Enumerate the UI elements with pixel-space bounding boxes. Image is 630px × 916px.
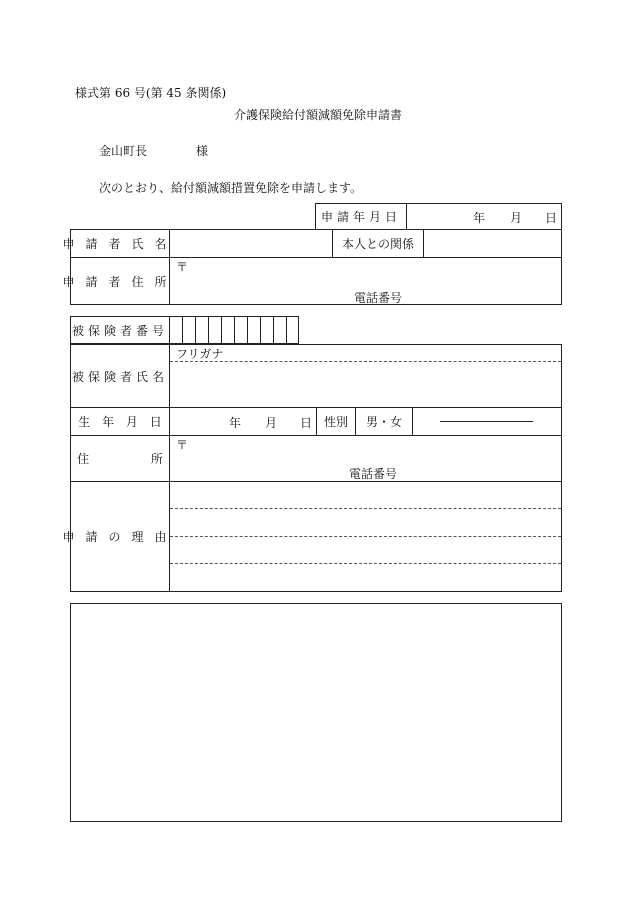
gender-blank-line: [440, 421, 533, 422]
date-month-unit: 月: [510, 211, 523, 225]
addressee-name: 金山町長: [99, 144, 148, 158]
application-date-label: 申請年月日: [320, 210, 401, 224]
applicant-phone-label: 電話番号: [354, 291, 403, 305]
applicant-address-field[interactable]: [171, 272, 559, 288]
applicant-name-field[interactable]: [171, 231, 331, 256]
form-title: 介護保険給付額減額免除申請書: [234, 108, 403, 122]
relation-field[interactable]: [425, 231, 560, 256]
gender-options[interactable]: 男・女: [365, 415, 402, 429]
birth-month-unit: 月: [265, 416, 278, 430]
office-use-box: [70, 603, 562, 822]
insured-name-field[interactable]: [171, 364, 559, 404]
intro-text: 次のとおり、給付額減額措置免除を申請します。: [99, 181, 363, 195]
applicant-postal-mark: 〒: [176, 260, 189, 274]
insured-phone-label: 電話番号: [349, 467, 398, 481]
birth-date-label: 生 年 月 日: [78, 415, 162, 429]
gender-label: 性別: [323, 415, 348, 429]
birth-day-unit: 日: [300, 416, 313, 430]
relation-label: 本人との関係: [341, 237, 414, 251]
insured-number-cells[interactable]: [170, 317, 298, 343]
birth-year-unit: 年: [229, 416, 242, 430]
date-day-unit: 日: [545, 211, 558, 225]
date-year-unit: 年: [473, 211, 486, 225]
reason-field[interactable]: [171, 484, 559, 589]
insured-address-label: 住 所: [77, 452, 163, 466]
insured-address-field[interactable]: [171, 450, 559, 464]
insured-number-label: 被保険者番号: [71, 323, 168, 338]
form-number: 様式第 66 号(第 45 条関係): [75, 86, 227, 100]
insured-name-label: 被保険者氏名: [71, 369, 168, 384]
reason-label: 申請の理由: [62, 530, 178, 544]
applicant-name-label: 申請者氏名: [62, 237, 178, 251]
insured-postal-mark: 〒: [176, 438, 189, 452]
addressee-honorific: 様: [196, 144, 209, 158]
applicant-address-label: 申請者住所: [62, 274, 178, 289]
furigana-label: フリガナ: [176, 347, 224, 361]
